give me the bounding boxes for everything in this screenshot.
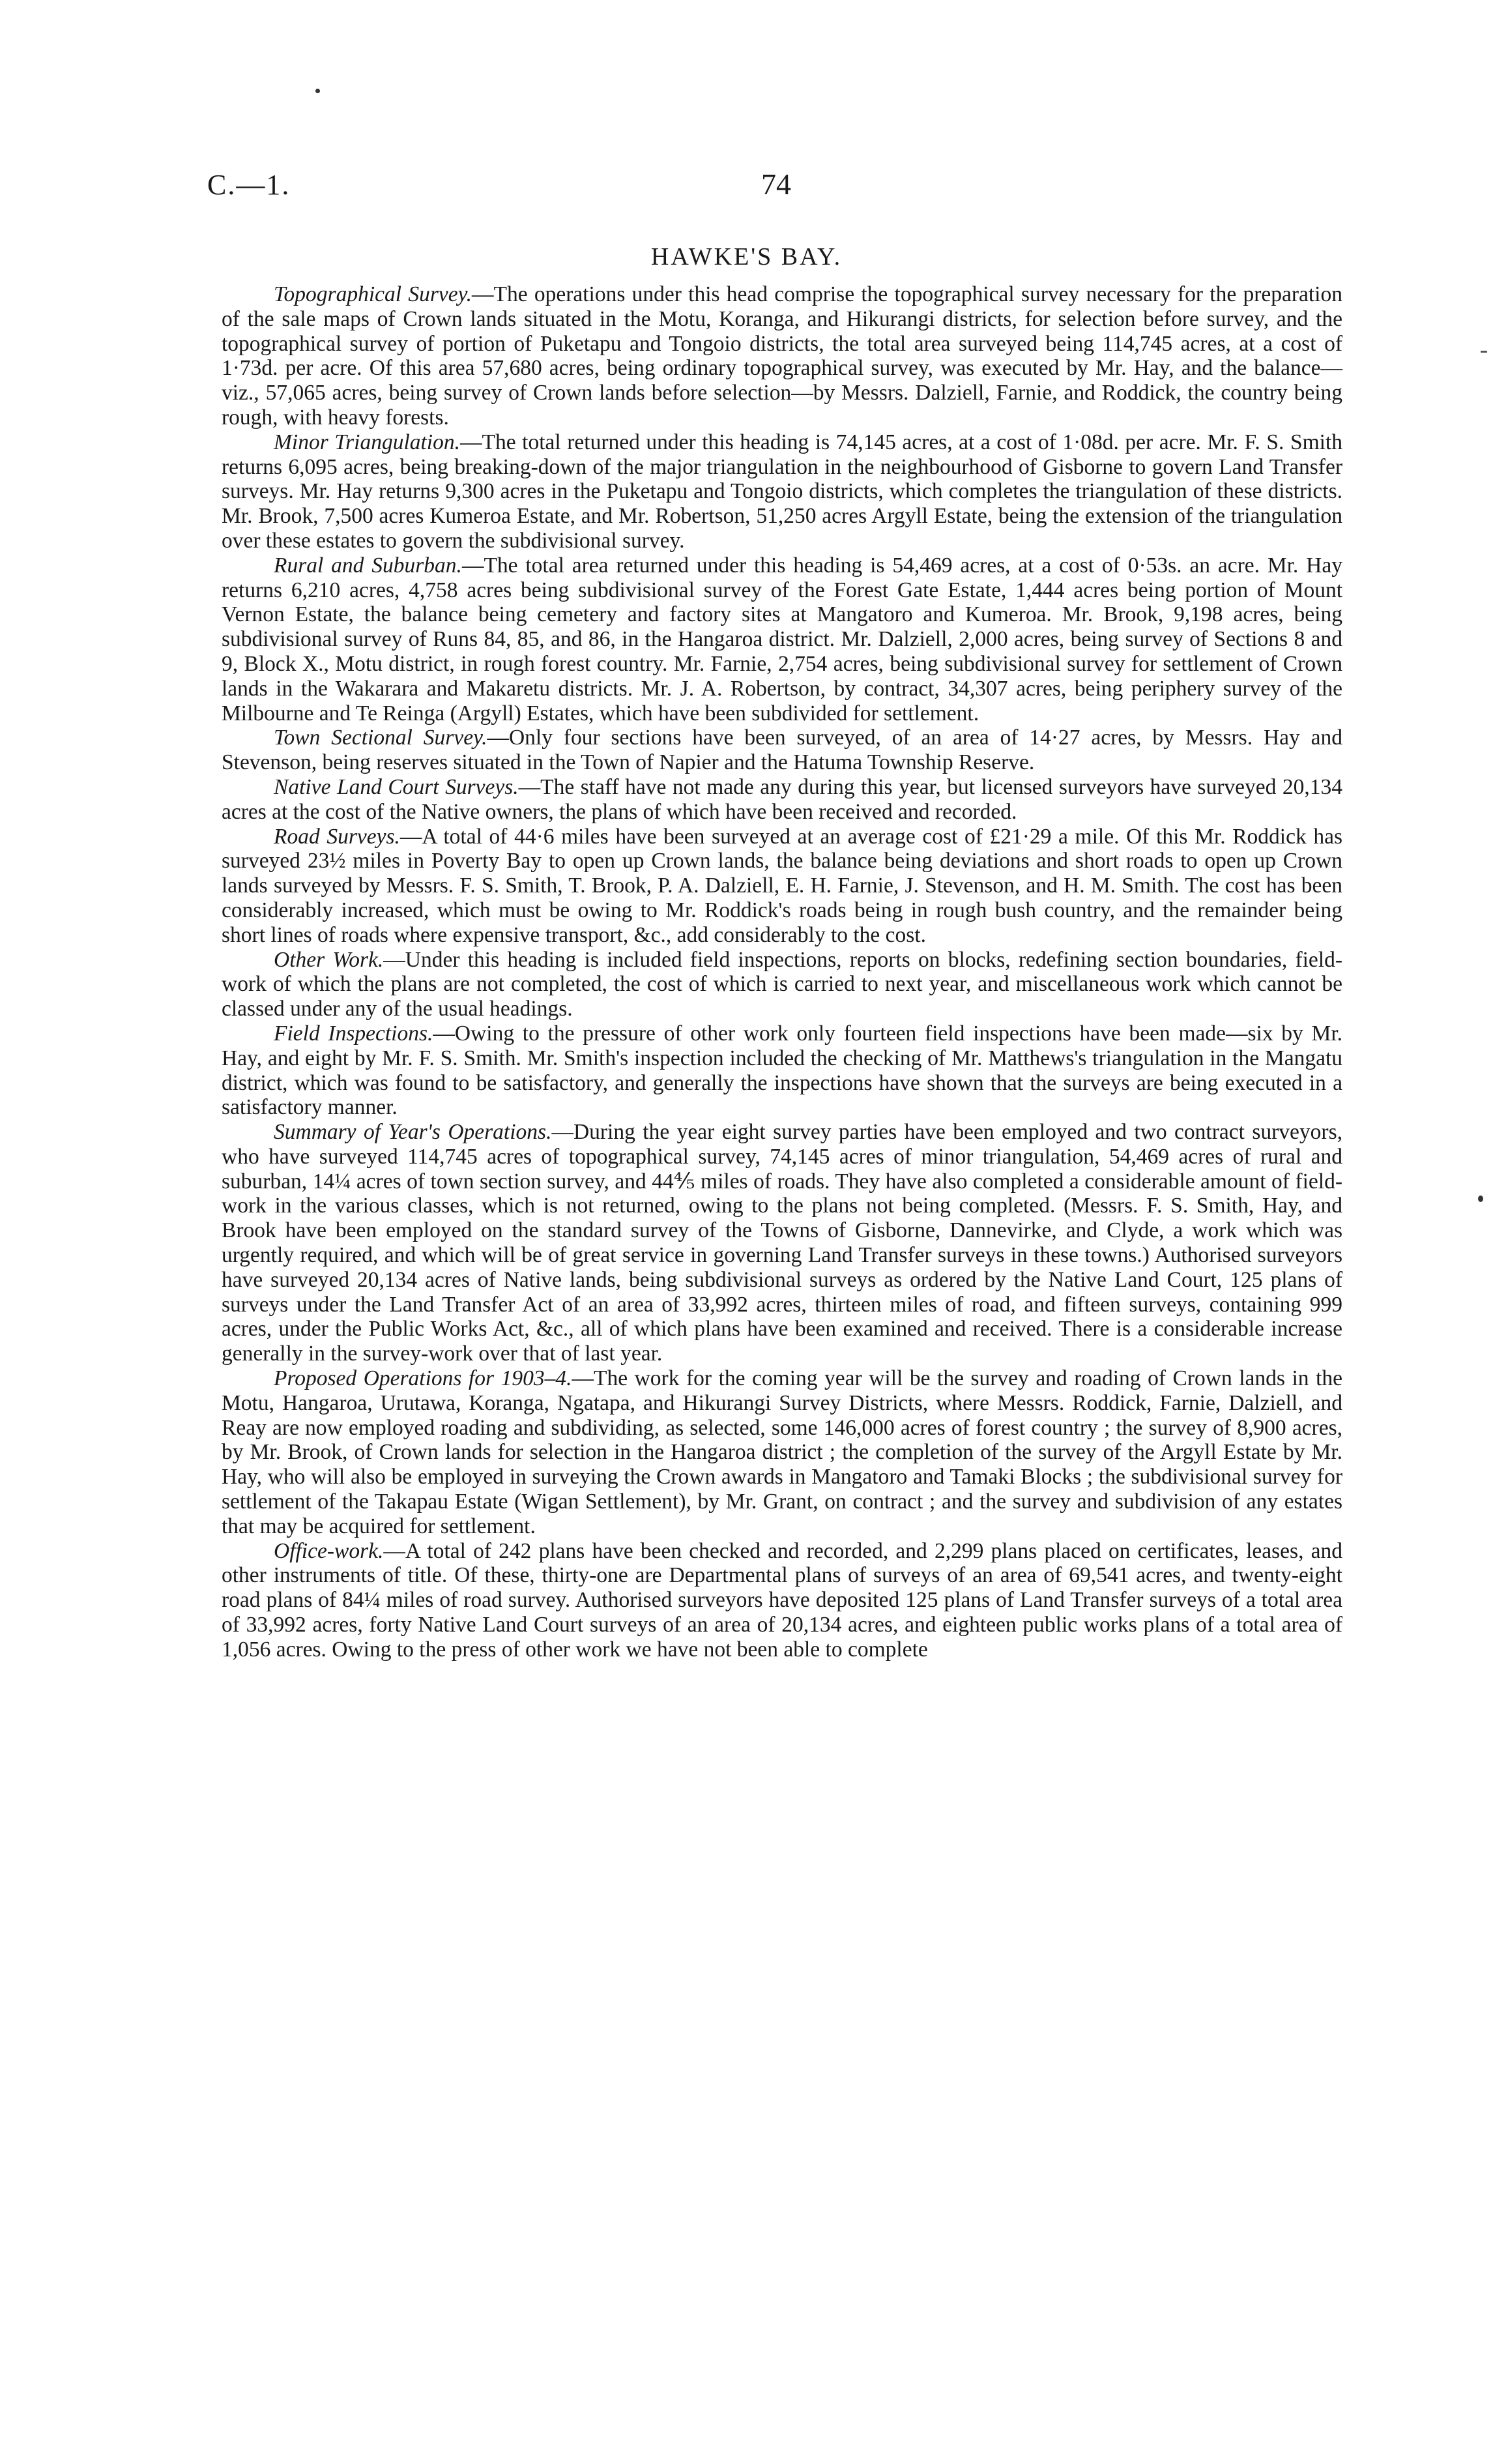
paragraph-topographical-survey <box>222 282 1342 430</box>
paragraph-heading: Rural and Suburban. <box>274 553 462 578</box>
paragraph-text: —A total of 242 plans have been checked and recorded, and 2,299 plans placed on certificates, leases, and other instruments of title. Of these, thirty-one are Departmental plans of surveys of an area of 69,541 acres, and twenty-eight road plans of 84¼ miles of road survey. Authorised surveyors have deposited 125 plans of Land Transfer surveys of a total area of 33,992 acres, forty Native Land Court surveys of an area of 20,134 acres, and eighteen public works plans of a total area of 1,056 acres. Owing to the press of other work we have not been able to complete <box>222 1538 1342 1662</box>
paragraph-heading: Office-work. <box>274 1538 384 1563</box>
paragraph-heading: Field Inspections. <box>274 1021 433 1046</box>
paragraph-text: —During the year eight survey parties have been employed and two contract surveyors, who have surveyed 114,745 acres of topographical survey, 74,145 acres of minor triangulation, 54,469 acres of rural and suburban, 14¼ acres of town section survey, and 44⅘ miles of roads. They have also completed a considerable amount of field-work in the various classes, which is not returned, owing to the plans not being completed. (Messrs. F. S. Smith, Hay, and Brook have been employed on the standard survey of the Towns of Gisborne, Dannevirke, and Clyde, a work which was urgently required, and which will be of great service in governing Land Transfer surveys in these towns.) Authorised surveyors have surveyed 20,134 acres of Native lands, being subdivisional surveys as ordered by the Native Land Court, 125 plans of surveys under the Land Transfer Act of an area of 33,992 acres, thirteen miles of road, and fifteen surveys, containing 999 acres, under the Public Works Act, &c., all of which plans have been examined and received. There is a considerable increase generally in the survey-work over that of last year. <box>222 1120 1342 1366</box>
paragraph-town-sectional-survey <box>222 726 1342 775</box>
paragraph-native-land-court-surveys <box>222 775 1342 825</box>
paragraph-text: —Owing to the pressure of other work only fourteen field inspections have been made—six by Mr. Hay, and eight by Mr. F. S. Smith. Mr. Smith's inspection included the checking of Mr. Matthews's triangulation in the Mangatu district, which was found to be satisfactory, and generally the inspections have shown that the surveys are being executed in a satisfactory manner. <box>222 1021 1343 1120</box>
paragraph-minor-triangulation <box>222 430 1342 553</box>
paragraph-text: —Under this heading is included field inspections, reports on blocks, redefining section boundaries, field-work of which the plans are not completed, the cost of which is carried to next year, and miscellaneous work which cannot be classed under any of the usual headings. <box>222 947 1342 1021</box>
paragraph-office-work <box>222 1539 1342 1662</box>
paragraph-text: —The staff have not made any during this year, but licensed surveyors have surveyed 20,134 acres at the cost of the Native owners, the plans of which have been received and recorded. <box>222 774 1342 824</box>
paragraph-text: —The total area returned under this heading is 54,469 acres, at a cost of 0·53s. an acre. Mr. Hay returns 6,210 acres, 4,758 acres being subdivisional survey of the Forest Gate Estate, 1,444 acres being portion of Mount Vernon Estate, the balance being cemetery and factory sites at Mangatoro and Kumeroa. Mr. Brook, 9,198 acres, being subdivisional survey of Runs 84, 85, and 86, in the Hangaroa district. Mr. Dalziell, 2,000 acres, being survey of Sections 8 and 9, Block X., Motu district, in rough forest country. Mr. Farnie, 2,754 acres, being subdivisional survey for settlement of Crown lands in the Wakarara and Makaretu districts. Mr. J. A. Robertson, by contract, 34,307 acres, being periphery survey of the Milbourne and Te Reinga (Argyll) Estates, which have been subdivided for settlement. <box>222 553 1342 726</box>
paragraph-text: —A total of 44·6 miles have been surveyed at an average cost of £21·29 a mile. Of this Mr. Roddick has surveyed 23½ miles in Poverty Bay to open up Crown lands, the balance being deviations and short roads to open up Crown lands surveyed by Messrs. F. S. Smith, T. Brook, P. A. Dalziell, E. H. Farnie, J. Stevenson, and H. M. Smith. The cost has been considerably increased, which must be owing to Mr. Roddick's roads being in rough bush country, and the remainder being short lines of roads where expensive transport, &c., add considerably to the cost. <box>222 824 1342 947</box>
paragraph-text: —The operations under this head comprise the topographical survey necessary for the preparation of the sale maps of Crown lands situated in the Motu, Koranga, and Hikurangi districts, for selection before survey, and the topographical survey of portion of Puketapu and Tongoio districts, the total area surveyed being 114,745 acres, at a cost of 1·73d. per acre. Of this area 57,680 acres, being ordinary topographical survey, was executed by Mr. Hay, and the balance—viz., 57,065 acres, being survey of Crown lands before selection—by Messrs. Dalziell, Farnie, and Roddick, the country being rough, with heavy forests. <box>222 282 1342 430</box>
paragraph-heading: Topographical Survey. <box>274 282 472 306</box>
paragraph-field-inspections <box>222 1021 1342 1120</box>
paragraph-heading: Native Land Court Surveys. <box>274 774 519 799</box>
paragraph-heading: Proposed Operations for 1903–4. <box>274 1366 572 1391</box>
paragraph-heading: Summary of Year's Operations. <box>274 1120 552 1145</box>
paragraph-heading: Other Work. <box>274 947 384 972</box>
paragraph-text: —Only four sections have been surveyed, of an area of 14·27 acres, by Messrs. Hay and Stevenson, being reserves situated in the Town of Napier and the Hatuma Township Reserve. <box>222 726 1342 775</box>
paragraph-text: —The total returned under this heading is 74,145 acres, at a cost of 1·08d. per acre. Mr. F. S. Smith returns 6,095 acres, being breaking-down of the major triangulation in the neighbourhood of Gisborne to govern Land Transfer surveys. Mr. Hay returns 9,300 acres in the Puketapu and Tongoio districts, which completes the triangulation of these districts. Mr. Brook, 7,500 acres Kumeroa Estate, and Mr. Robertson, 51,250 acres Argyll Estate, being the extension of the triangulation over these estates to govern the subdivisional survey. <box>222 430 1342 553</box>
document-reference: C.—1. <box>207 169 291 201</box>
paragraph-road-surveys <box>222 825 1342 948</box>
page-number: 74 <box>761 168 791 201</box>
paragraph-rural-and-suburban <box>222 553 1342 726</box>
margin-mark <box>1481 351 1487 353</box>
section-title: HAWKE'S BAY. <box>650 243 843 271</box>
paragraph-text: —The work for the coming year will be the survey and roading of Crown lands in the Motu, Hangaroa, Urutawa, Koranga, Ngatapa, and Hikurangi Survey Districts, where Messrs. Roddick, Farnie, Dalziell, and Reay are now employed roading and subdividing, as selected, some 146,000 acres of forest country ; the survey of 8,900 acres, by Mr. Brook, of Crown lands for selection in the Hangaroa district ; the completion of the survey of the Argyll Estate by Mr. Hay, who will also be employed in surveying the Crown awards in Mangatoro and Tamaki Blocks ; the subdivisional survey for settlement of the Takapau Estate (Wigan Settlement), by Mr. Grant, on contract ; and the survey and subdivision of any estates that may be acquired for settlement. <box>222 1366 1342 1538</box>
paragraph-summary-of-years-operations <box>222 1120 1342 1366</box>
paragraph-proposed-operations <box>222 1366 1342 1539</box>
paragraph-heading: Road Surveys. <box>274 824 400 849</box>
paragraph-other-work <box>222 948 1342 1021</box>
paragraph-heading: Minor Triangulation. <box>274 430 460 454</box>
body-text <box>222 282 1342 1662</box>
paragraph-heading: Town Sectional Survey. <box>274 726 487 750</box>
ink-speck <box>315 89 320 93</box>
ink-speck-right <box>1478 1195 1483 1202</box>
